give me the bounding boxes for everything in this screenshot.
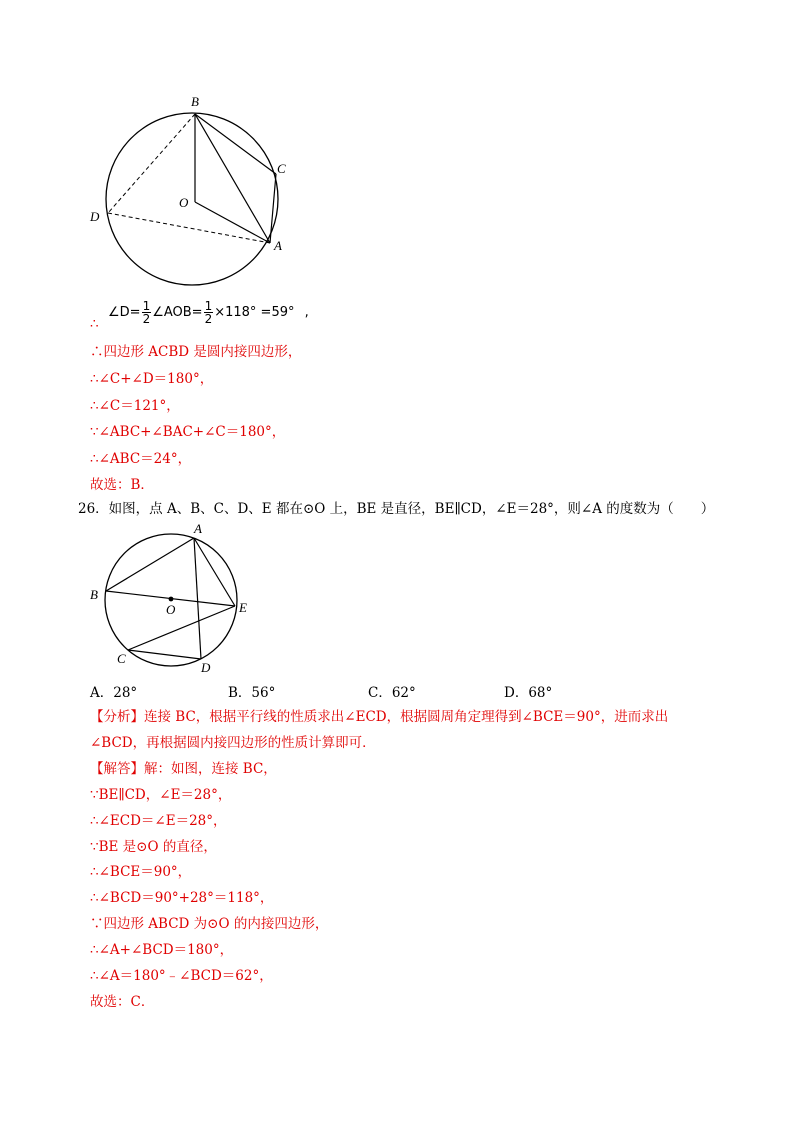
label-o: O — [166, 602, 176, 617]
solution1-line: 故选：B． — [90, 477, 154, 493]
option-d[interactable]: D．68° — [504, 685, 553, 701]
label-a: A — [194, 521, 202, 536]
segment-bc — [195, 114, 276, 174]
circle-o-figure1 — [106, 113, 278, 285]
label-b: B — [191, 94, 199, 109]
solution2-line: ∴∠A+∠BCD＝180°， — [90, 942, 234, 958]
solution2-line: ∵四边形 ABCD 为⊙O 的内接四边形， — [90, 916, 329, 932]
label-a: A — [274, 238, 282, 253]
option-c[interactable]: C．62° — [368, 685, 416, 701]
figure-cyclic-quadrilateral-acbd — [80, 88, 310, 294]
solution2-line: ∴∠A＝180°﹣∠BCD＝62°， — [90, 968, 273, 984]
formula-angle-d-text: ∠D= — [108, 305, 141, 320]
option-b[interactable]: B．56° — [228, 685, 276, 701]
label-c: C — [277, 161, 286, 176]
solution1-line: ∵∠ABC+∠BAC+∠C＝180°， — [90, 424, 286, 440]
solution1-line: ∴∠C＝121°， — [90, 398, 180, 414]
formula-rest-text: ×118° =59° — [214, 305, 295, 320]
label-d: D — [90, 209, 100, 224]
solution2-line: ∴∠BCD＝90°+28°＝118°， — [90, 890, 274, 906]
solution1-line: ∴∠C+∠D＝180°， — [90, 371, 214, 387]
option-a[interactable]: A．28° — [90, 685, 138, 701]
segment-ae — [194, 538, 235, 606]
solution2-line: 【解答】解：如图，连接 BC， — [90, 761, 277, 777]
solution1-line: ∴∠ABC＝24°， — [90, 451, 192, 467]
solution2-line: 故选：C． — [90, 994, 155, 1010]
segment-ca — [270, 174, 276, 243]
solution2-line: ∵BE 是⊙O 的直径， — [90, 839, 217, 855]
figure-circle-be-diameter — [82, 520, 262, 678]
label-c: C — [117, 651, 126, 666]
label-b: B — [90, 587, 98, 602]
segment-da-dashed — [108, 213, 270, 243]
solution2-line: ∵BE∥CD，∠E＝28°， — [90, 787, 232, 803]
formula-trailing-comma: , — [304, 305, 309, 320]
question-26-text: 26．如图，点 A、B、C、D、E 都在⊙O 上，BE 是直径，BE∥CD，∠E＝28°，则∠A 的度数为（ ） — [78, 501, 715, 517]
segment-ba — [195, 114, 270, 243]
segment-ce — [128, 606, 235, 650]
segment-ba — [106, 538, 194, 591]
fraction-half-1: $\frac{1}{2}$ — [142, 299, 151, 326]
analysis-line-2: ∠BCD，再根据圆内接四边形的性质计算即可． — [90, 735, 376, 751]
label-e: E — [239, 600, 247, 615]
analysis-line-1: 【分析】连接 BC，根据平行线的性质求出∠ECD，根据圆周角定理得到∠BCE＝90°，进而求出 — [90, 709, 669, 725]
solution2-line: ∴∠ECD＝∠E＝28°， — [90, 813, 227, 829]
segment-ad — [194, 538, 201, 659]
label-o: O — [179, 195, 189, 210]
solution1-line: ∴四边形 ACBD 是圆内接四边形， — [90, 344, 302, 360]
therefore-symbol: ∴ — [90, 316, 99, 332]
label-d: D — [201, 660, 211, 675]
formula-angle-d — [108, 300, 309, 325]
fraction-half-2: $\frac{1}{2}$ — [204, 299, 213, 326]
solution2-line: ∴∠BCE＝90°， — [90, 864, 192, 880]
answer-options — [90, 681, 690, 701]
formula-angle-aob-text: ∠AOB= — [152, 305, 203, 320]
center-o-dot — [169, 597, 174, 602]
